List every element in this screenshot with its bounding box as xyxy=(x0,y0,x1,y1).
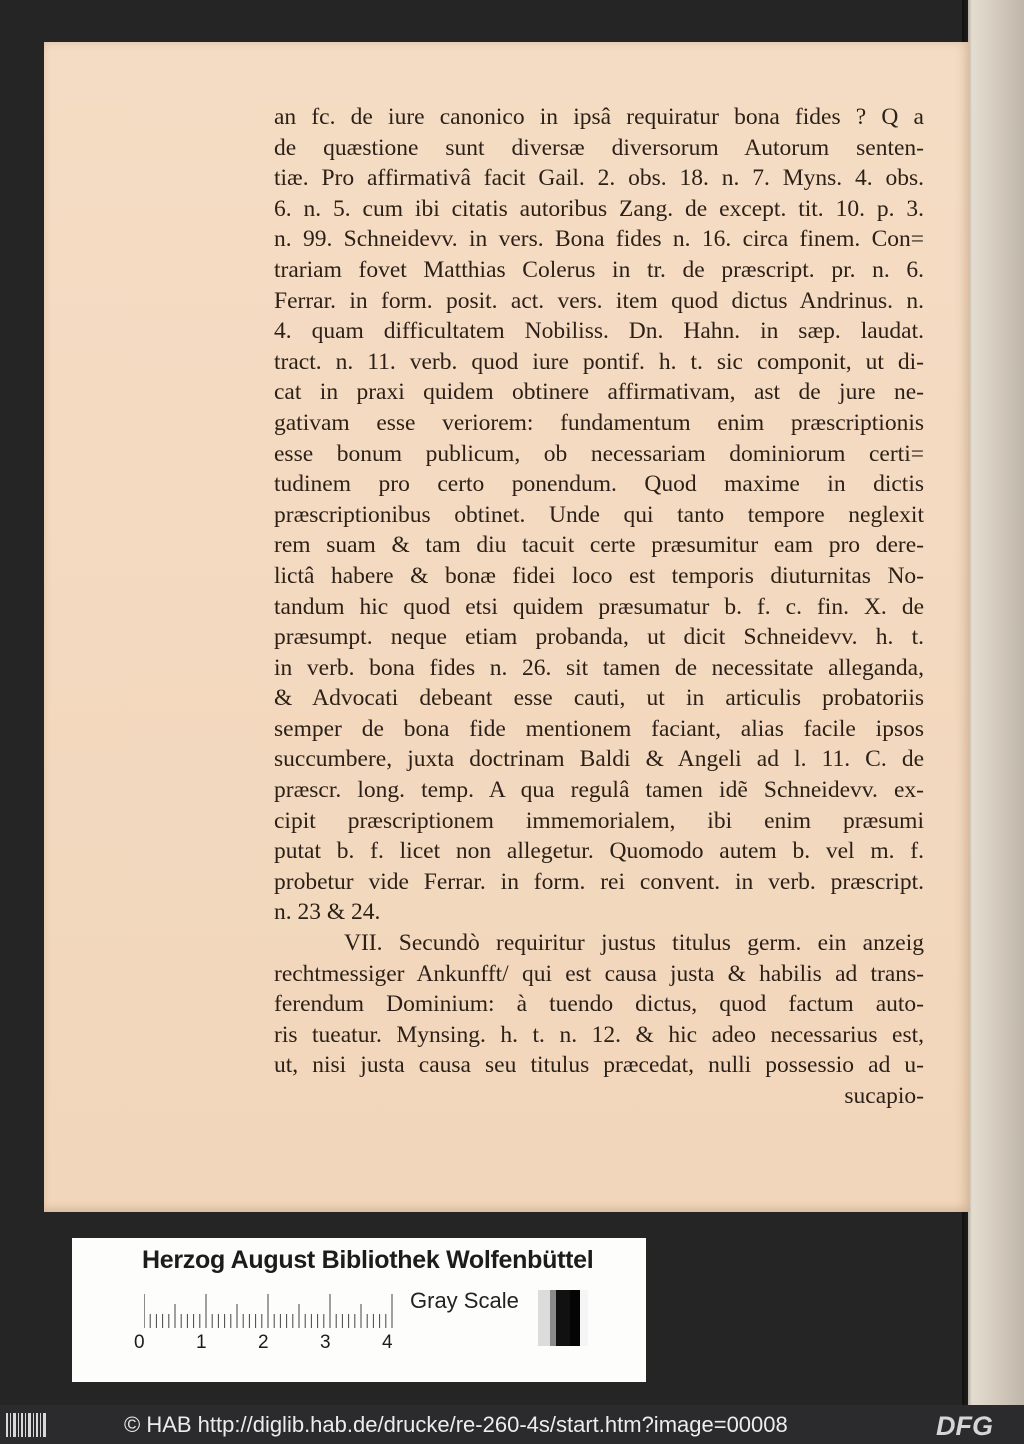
ruler-number: 1 xyxy=(196,1332,207,1353)
text-line: de quæstione sunt diversæ diversorum Autorum senten- xyxy=(274,134,924,161)
text-line: putat b. f. licet non allegetur. Quomodo autem b. vel m. f. xyxy=(274,838,924,865)
text-line: præsumpt. neque etiam probanda, ut dicit Schneidevv. h. t. xyxy=(274,624,924,651)
text-line: esse bonum publicum, ob necessariam dominiorum certi= xyxy=(274,440,924,467)
gray-scale-swatch xyxy=(538,1290,588,1346)
text-line: præscriptionibus obtinet. Unde qui tanto tempore neglexit xyxy=(274,501,924,528)
page-text xyxy=(274,102,924,1112)
text-line: gativam esse veriorem: fundamentum enim præscriptionis xyxy=(274,409,924,436)
barcode-icon xyxy=(6,1413,48,1437)
text-line: præscr. long. temp. A qua regulâ tamen idẽ Schneidevv. ex- xyxy=(274,777,924,804)
text-line: Ferrar. in form. posit. act. vers. item quod dictus Andrinus. n. xyxy=(274,287,924,314)
library-name: Herzog August Bibliothek Wolfenbüttel xyxy=(142,1246,594,1274)
ruler-scale xyxy=(144,1294,394,1328)
text-line: n. 99. Schneidevv. in vers. Bona fides n. 16. circa finem. Con= xyxy=(274,226,924,253)
text-line: succumbere, juxta doctrinam Baldi & Angeli ad l. 11. C. de xyxy=(274,746,924,773)
text-line: trariam fovet Matthias Colerus in tr. de præscript. pr. n. 6. xyxy=(274,256,924,283)
text-line: tract. n. 11. verb. quod iure pontif. h. t. sic componit, ut di- xyxy=(274,348,924,375)
text-line: ferendum Dominium: à tuendo dictus, quod factum auto- xyxy=(274,991,924,1018)
text-line: lictâ habere & bonæ fidei loco est temporis diuturnitas No- xyxy=(274,562,924,589)
text-line: probetur vide Ferrar. in form. rei convent. in verb. præscript. xyxy=(274,868,924,895)
dfg-logo xyxy=(934,1410,1016,1440)
text-line: 6. n. 5. cum ibi citatis autoribus Zang. de except. tit. 10. p. 3. xyxy=(274,195,924,222)
text-line: cat in praxi quidem obtinere affirmativam, ast de jure ne- xyxy=(274,379,924,406)
text-line: tandum hic quod etsi quidem præsumatur b. f. c. fin. X. de xyxy=(274,593,924,620)
text-line: an fc. de iure canonico in ipsâ requiratur bona fides ? Q a xyxy=(274,104,924,130)
text-line: VII. Secundò requiritur justus titulus germ. ein anzeig xyxy=(344,930,924,957)
ruler-number: 3 xyxy=(320,1332,331,1353)
facing-page-edge xyxy=(968,0,1024,1405)
text-line: ut, nisi justa causa seu titulus præcedat, nulli possessio ad u- xyxy=(274,1052,924,1079)
text-line: rechtmessiger Ankunfft/ qui est causa justa & habilis ad trans- xyxy=(274,960,924,987)
gray-scale-label: Gray Scale xyxy=(410,1288,519,1313)
text-line: 4. quam difficultatem Nobiliss. Dn. Hahn. in sæp. laudat. xyxy=(274,318,924,345)
copyright-link[interactable]: © HAB http://diglib.hab.de/drucke/re-260-4s/start.htm?image=00008 xyxy=(124,1412,788,1437)
book-page xyxy=(44,42,970,1212)
ruler-numbers xyxy=(134,1332,414,1356)
text-line: rem suam & tam diu tacuit certe præsumitur eam pro dere- xyxy=(274,532,924,559)
ruler-number: 2 xyxy=(258,1332,269,1353)
text-line: ris tueatur. Mynsing. h. t. n. 12. & hic adeo necessarius est, xyxy=(274,1021,924,1048)
text-line: in verb. bona fides n. 26. sit tamen de necessitate alleganda, xyxy=(274,654,924,681)
text-line: semper de bona fide mentionem faciant, alias facile ipsos xyxy=(274,715,924,742)
ruler-number: 0 xyxy=(134,1332,145,1353)
text-line: n. 23 & 24. xyxy=(274,899,381,926)
text-line: tiæ. Pro affirmativâ facit Gail. 2. obs. 18. n. 7. Myns. 4. obs. xyxy=(274,165,924,192)
dfg-logo-text: DFG xyxy=(936,1411,993,1440)
viewer-footer xyxy=(0,1405,1024,1444)
text-line: cipit præscriptionem immemorialem, ibi enim præsumi xyxy=(274,807,924,834)
color-reference-card xyxy=(72,1238,646,1382)
text-line: sucapio- xyxy=(844,1083,924,1109)
text-line: tudinem pro certo ponendum. Quod maxime in dictis xyxy=(274,471,924,498)
text-line: & Advocati debeant esse cauti, ut in articulis probatoriis xyxy=(274,685,924,712)
ruler-number: 4 xyxy=(382,1332,393,1353)
